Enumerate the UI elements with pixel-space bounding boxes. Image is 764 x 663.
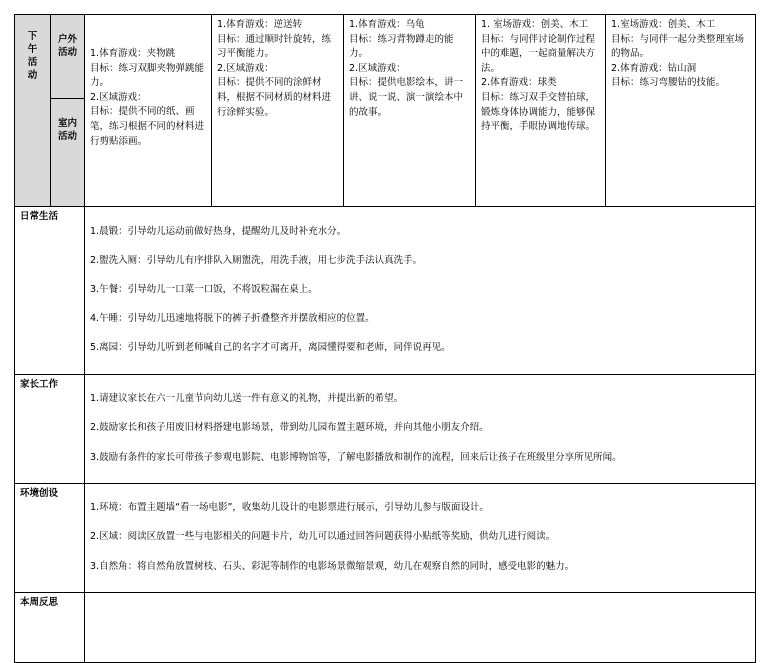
parents-item: 2.鼓励家长和孩子用废旧材料搭建电影场景，带到幼儿园布置主题环境，并向其他小朋友介绍。 (90, 422, 489, 434)
afternoon-day2-cell: 1.体育游戏：逆送转 目标：通过顺时针旋转，练习平衡能力。 2.区域游戏： 目标：提供不同的涂鲜材料，根据不同材质的材料进行涂鲜实验。 (212, 15, 344, 207)
daily-life-item: 1.晨锻：引导幼儿运动前做好热身，提醒幼儿及时补充水分。 (90, 225, 347, 237)
daily-life-item: 2.盥洗入厕：引导幼儿有序排队入厕盥洗，用洗手液，用七步洗手法认真洗手。 (90, 254, 423, 266)
afternoon-label-cell (15, 15, 51, 207)
daily-life-item: 3.午餐：引导幼儿一口菜一口饭，不将饭粒漏在桌上。 (90, 283, 318, 295)
afternoon-day1-cell: 1.体育游戏：夹物跳 目标：练习双脚夹物弹跳能力。 2.区域游戏： 目标：提供不同的纸、画笔，练习根据不同的材料进行剪贴添画。 (85, 15, 212, 207)
afternoon-day4-cell: 1. 室场游戏：创美、木工 目标：与同伴讨论制作过程中的难题，一起商量解决方法。 2.体育游戏：球类 目标：练习双手交替拍球，锻炼身体协调能力，能够保持平衡，手眼协调地传球。 (476, 15, 606, 207)
daily-life-item: 4.午睡：引导幼儿迅速地将脱下的裤子折叠整齐并摆放相应的位置。 (90, 313, 375, 325)
environment-content (85, 483, 756, 592)
parents-row (15, 374, 756, 483)
outdoor-label: 户外活动 (57, 33, 77, 58)
daily-life-content (85, 207, 756, 375)
daily-life-row (15, 207, 756, 375)
environment-label: 环境创设 (15, 483, 85, 592)
afternoon-day3-cell: 1.体育游戏：乌龟 目标：练习背物蹲走的能力。 2.区域游戏： 目标：提供电影绘本，讲一讲、说一说、演一演绘本中的故事。 (344, 15, 476, 207)
environment-row (15, 483, 756, 592)
afternoon-outdoor-row (15, 15, 756, 99)
reflection-content (85, 592, 756, 662)
outdoor-label-cell (51, 15, 85, 99)
daily-life-label: 日常生活 (15, 207, 85, 375)
reflection-row (15, 592, 756, 662)
parents-item: 3.鼓励有条件的家长可带孩子参观电影院、电影博物馆等，了解电影播放和制作的流程，回来后让孩子在班级里分享所见所闻。 (90, 451, 622, 463)
reflection-label: 本周反思 (15, 592, 85, 662)
daily-life-item: 5.离园：引导幼儿听到老师喊自己的名字才可离开，离园懂得要和老师，同伴说再见。 (90, 342, 451, 354)
indoor-label: 室内活动 (57, 117, 77, 142)
environment-item: 1.环境：布置主题墙“看一场电影”，收集幼儿设计的电影票进行展示，引导幼儿参与版面设计。 (90, 502, 489, 514)
parents-label: 家长工作 (15, 374, 85, 483)
environment-item: 3.自然角：将自然角放置树枝、石头、彩泥等制作的电影场景微缩景观，幼儿在观察自然的同时，感受电影的魅力。 (90, 560, 575, 572)
afternoon-day5-cell: 1.室场游戏：创美、木工 目标：与同伴一起分类整理室场的物品。 2.体育游戏：钻山洞 目标：练习弯腰钻的技能。 (606, 15, 756, 207)
parents-content (85, 374, 756, 483)
weekly-plan-table (14, 14, 756, 663)
indoor-label-cell (51, 99, 85, 207)
environment-item: 2.区域：阅读区放置一些与电影相关的问题卡片，幼儿可以通过回答问题获得小贴纸等奖励，供幼儿进行阅读。 (90, 531, 556, 543)
parents-item: 1.请建议家长在六一儿童节向幼儿送一件有意义的礼物，并提出新的希望。 (90, 393, 404, 405)
afternoon-label: 下午活动 (27, 30, 38, 81)
